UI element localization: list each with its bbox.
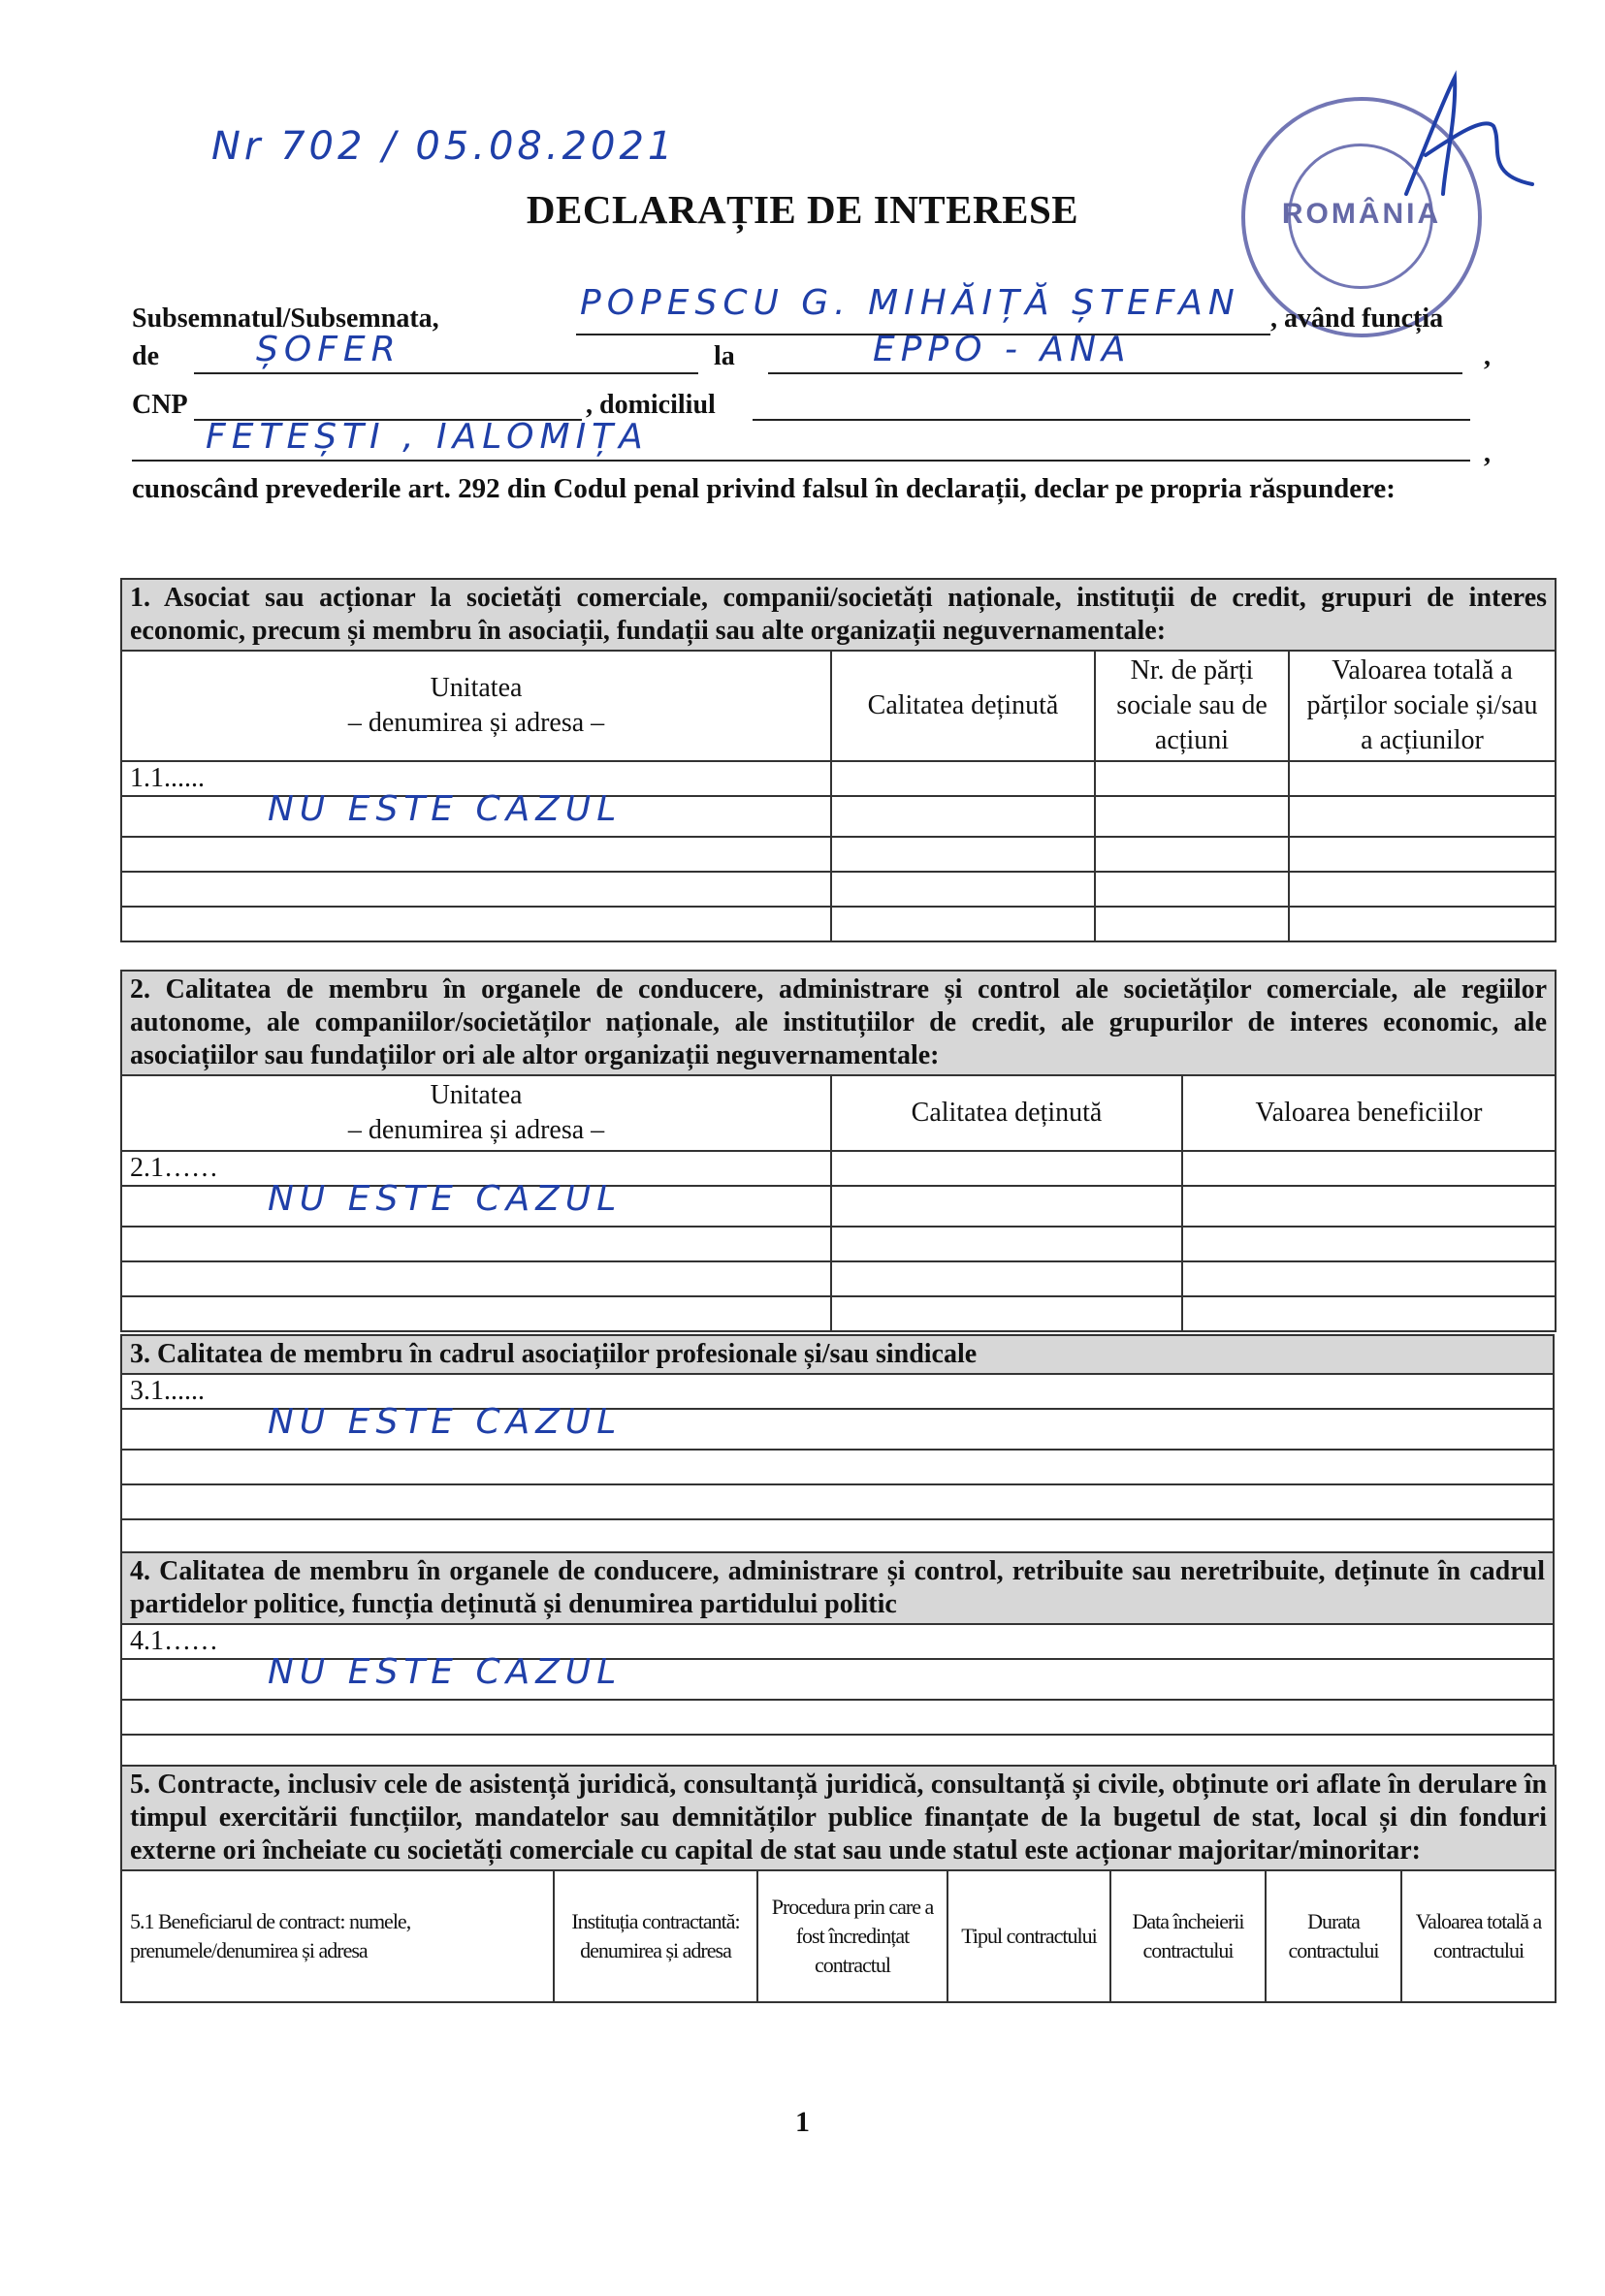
section3-table bbox=[120, 1334, 1555, 1555]
functia-line bbox=[194, 372, 698, 374]
section4-nu-este-cazul: NU ESTE CAZUL bbox=[268, 1652, 623, 1692]
la-label: la bbox=[714, 341, 735, 371]
domiciliu-line-1 bbox=[753, 419, 1470, 421]
section5-col-durata: Durata contractului bbox=[1266, 1870, 1401, 2002]
section1-col-nr-parti: Nr. de părți sociale sau de acțiuni bbox=[1095, 651, 1289, 761]
section3-handwritten bbox=[121, 1402, 1554, 1450]
section1-col-calitatea: Calitatea deținută bbox=[831, 651, 1095, 761]
section1-col-unitatea bbox=[121, 651, 831, 761]
section2-col-unitatea bbox=[121, 1075, 831, 1151]
section1-nu-este-cazul: NU ESTE CAZUL bbox=[268, 789, 623, 829]
page-title: DECLARAȚIE DE INTERESE bbox=[526, 187, 1079, 232]
section4-heading: 4. Calitatea de membru în organele de conducere, administrare și control, retribuite sau neretribuite, deținute în cadrul partidelor politice, funcția deținută și denumirea partidului politic bbox=[121, 1552, 1554, 1624]
avand-label: , având funcția bbox=[1270, 303, 1444, 334]
cnp-label: CNP bbox=[132, 390, 188, 420]
col-unitatea-line2: – denumirea și adresa – bbox=[347, 708, 605, 738]
section1-col-valoarea: Valoarea totală a părților sociale și/sau a acțiunilor bbox=[1289, 651, 1556, 761]
page-number: 1 bbox=[795, 2106, 810, 2138]
col-unitatea-line2: – denumirea și adresa – bbox=[347, 1115, 605, 1145]
domiciliu-line-2 bbox=[132, 460, 1470, 462]
section5-col-institutia: Instituția contractantă: denumirea și adresa bbox=[554, 1870, 757, 2002]
section3-row-label: 3.1...... bbox=[121, 1374, 1554, 1409]
subsemnatul-label: Subsemnatul/Subsemnata, bbox=[132, 303, 439, 334]
col-unitatea-line1: Unitatea bbox=[430, 1080, 523, 1110]
section2-heading: 2. Calitatea de membru în organele de conducere, administrare și control ale societăților comerciale, ale regiilor autonome, ale companiilor/societăților naționale, ale instituțiilor de credit, ale grupurilor de interes economic, ale asociațiilor sau fundațiilor ori ale altor organizații neguvernamentale: bbox=[121, 971, 1556, 1075]
section4-row-label: 4.1…… bbox=[121, 1624, 1554, 1659]
functia-value: ȘOFER bbox=[256, 330, 401, 369]
intro-text: cunoscând prevederile art. 292 din Codul penal privind falsul în declarații, declar pe propria răspundere: bbox=[132, 473, 1396, 504]
employer-value: EPPO - ANA bbox=[873, 330, 1132, 369]
section4-table bbox=[120, 1551, 1555, 1770]
section5-table bbox=[120, 1765, 1557, 2003]
section2-col-valoarea-beneficiilor: Valoarea beneficiilor bbox=[1182, 1075, 1556, 1151]
section1-heading: 1. Asociat sau acționar la societăți comerciale, companii/societăți naționale, instituții de credit, grupuri de interes economic, precum și membru în asociații, fundații sau alte organizații neguvernamentale: bbox=[121, 579, 1556, 651]
section5-col-beneficiar: 5.1 Beneficiarul de contract: numele, prenumele/denumirea și adresa bbox=[121, 1870, 554, 2002]
domiciliul-label: , domiciliul bbox=[586, 390, 716, 420]
section2-nu-este-cazul: NU ESTE CAZUL bbox=[268, 1179, 623, 1219]
section1-table bbox=[120, 578, 1557, 942]
employer-line bbox=[768, 372, 1462, 374]
section5-heading: 5. Contracte, inclusiv cele de asistență juridică, consultanță juridică, consultanță și civile, obținute ori aflate în derulare în timpul exercitării funcțiilor, mandatelor sau demnităților publice finanțate de la bugetul de stat, local și din fonduri externe ori încheiate cu societăți comerciale cu capital de stat sau unde statul este acționar majoritar/minoritar: bbox=[121, 1766, 1556, 1870]
section5-col-procedura: Procedura prin care a fost încredințat contractul bbox=[757, 1870, 947, 2002]
section4-handwritten bbox=[121, 1652, 1554, 1700]
section5-col-tipul: Tipul contractului bbox=[947, 1870, 1110, 2002]
section2-row-label: 2.1…… bbox=[121, 1151, 831, 1186]
section2-col-calitatea: Calitatea deținută bbox=[831, 1075, 1182, 1151]
section3-nu-este-cazul: NU ESTE CAZUL bbox=[268, 1402, 623, 1442]
comma-1: , bbox=[1484, 341, 1491, 371]
section5-col-data: Data încheierii contractului bbox=[1110, 1870, 1266, 2002]
registration-number: Nr 702 / 05.08.2021 bbox=[211, 124, 677, 169]
section3-heading: 3. Calitatea de membru în cadrul asociațiilor profesionale și/sau sindicale bbox=[121, 1335, 1554, 1374]
section2-handwritten bbox=[121, 1179, 831, 1227]
name-value: POPESCU G. MIHĂIȚĂ ȘTEFAN bbox=[580, 283, 1240, 323]
section5-col-valoarea: Valoarea totală a contractului bbox=[1401, 1870, 1556, 2002]
section1-handwritten bbox=[121, 789, 831, 837]
col-unitatea-line1: Unitatea bbox=[430, 673, 523, 703]
stamp-text: ROMÂNIA bbox=[1281, 198, 1442, 230]
de-label: de bbox=[132, 341, 159, 371]
section2-table bbox=[120, 970, 1557, 1332]
comma-2: , bbox=[1484, 438, 1491, 468]
address-value: FETEȘTI , IALOMIȚA bbox=[206, 417, 649, 457]
section1-row-label: 1.1...... bbox=[121, 761, 831, 796]
